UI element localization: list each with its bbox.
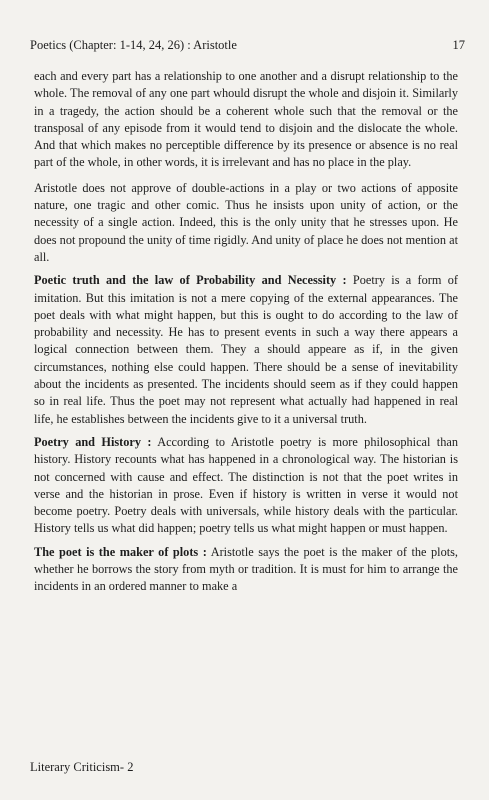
running-header-title: Poetics (Chapter: 1-14, 24, 26) : Aristotle: [30, 38, 237, 52]
paragraph: [34, 180, 458, 266]
paragraph: [34, 434, 458, 538]
paragraph-text: According to Aristotle poetry is more philosophical than history. History recounts what has happened in a chronological way. The historian is not concerned with cause and effect. The distinction is not that the poet writes in verse and the historian in prose. Even if history is written in verse it would not become poetry. Poetry deals with universals, while history deals with the particular. History tells us what did happen; poetry tells us what might happen or must happen.: [34, 434, 458, 536]
paragraph: [34, 544, 458, 596]
paragraph: [34, 68, 458, 172]
paragraph-heading: Poetry and History :: [34, 434, 152, 449]
paragraph-text: Aristotle does not approve of double-actions in a play or two actions of apposite nature, one tragic and other comic. Thus he insists upon unity of action, or the necessity of a single action. Indeed, this is the only unity that he stresses upon. He does not propound the unity of time rigidly. And unity of place he does not mention at all.: [34, 180, 458, 264]
paragraph: [34, 272, 458, 428]
body-text: [34, 68, 458, 602]
paragraph-text: Aristotle says the poet is the maker of the plots, whether he borrows the story from myth or tradition. It is must for him to arrange the incidents in an ordered manner to make a: [34, 544, 458, 594]
paragraph-text: each and every part has a relationship to one another and a disrupt relationship to the whole. The removal of any one part whould disrupt the whole and disjoin it. Similarly in a tragedy, the action should be a coherent whole such that the removal or the transposal of any episode from it would tend to disjoin and the dislocate the whole. And that which makes no perceptible difference by its presence or absence is no real part of the whole, in other words, it is irrelevant and has no place in the play.: [34, 69, 458, 170]
page-number: 17: [452, 38, 465, 52]
running-header: [30, 38, 465, 53]
paragraph-heading: Poetic truth and the law of Probability and Necessity :: [34, 273, 347, 288]
paragraph-heading: The poet is the maker of plots :: [34, 544, 207, 559]
paragraph-text: Poetry is a form of imitation. But this imitation is not a mere copying of the external appearances. The poet deals with what might happen, but this is ought to do according to the law of probability and necessity. He has to present events in such a way there appears a logical connection between them. They a should appeare as if, in the given circumstances, nothing else could happen. There should be a sense of inevitability about the incidents as presented. The incidents should seem as if they could happen so in real life. Thus the poet may not represent what actually had happened in real life, he establishes between the incidents give to it a universal truth.: [34, 273, 458, 426]
running-footer: Literary Criticism- 2: [30, 760, 134, 774]
